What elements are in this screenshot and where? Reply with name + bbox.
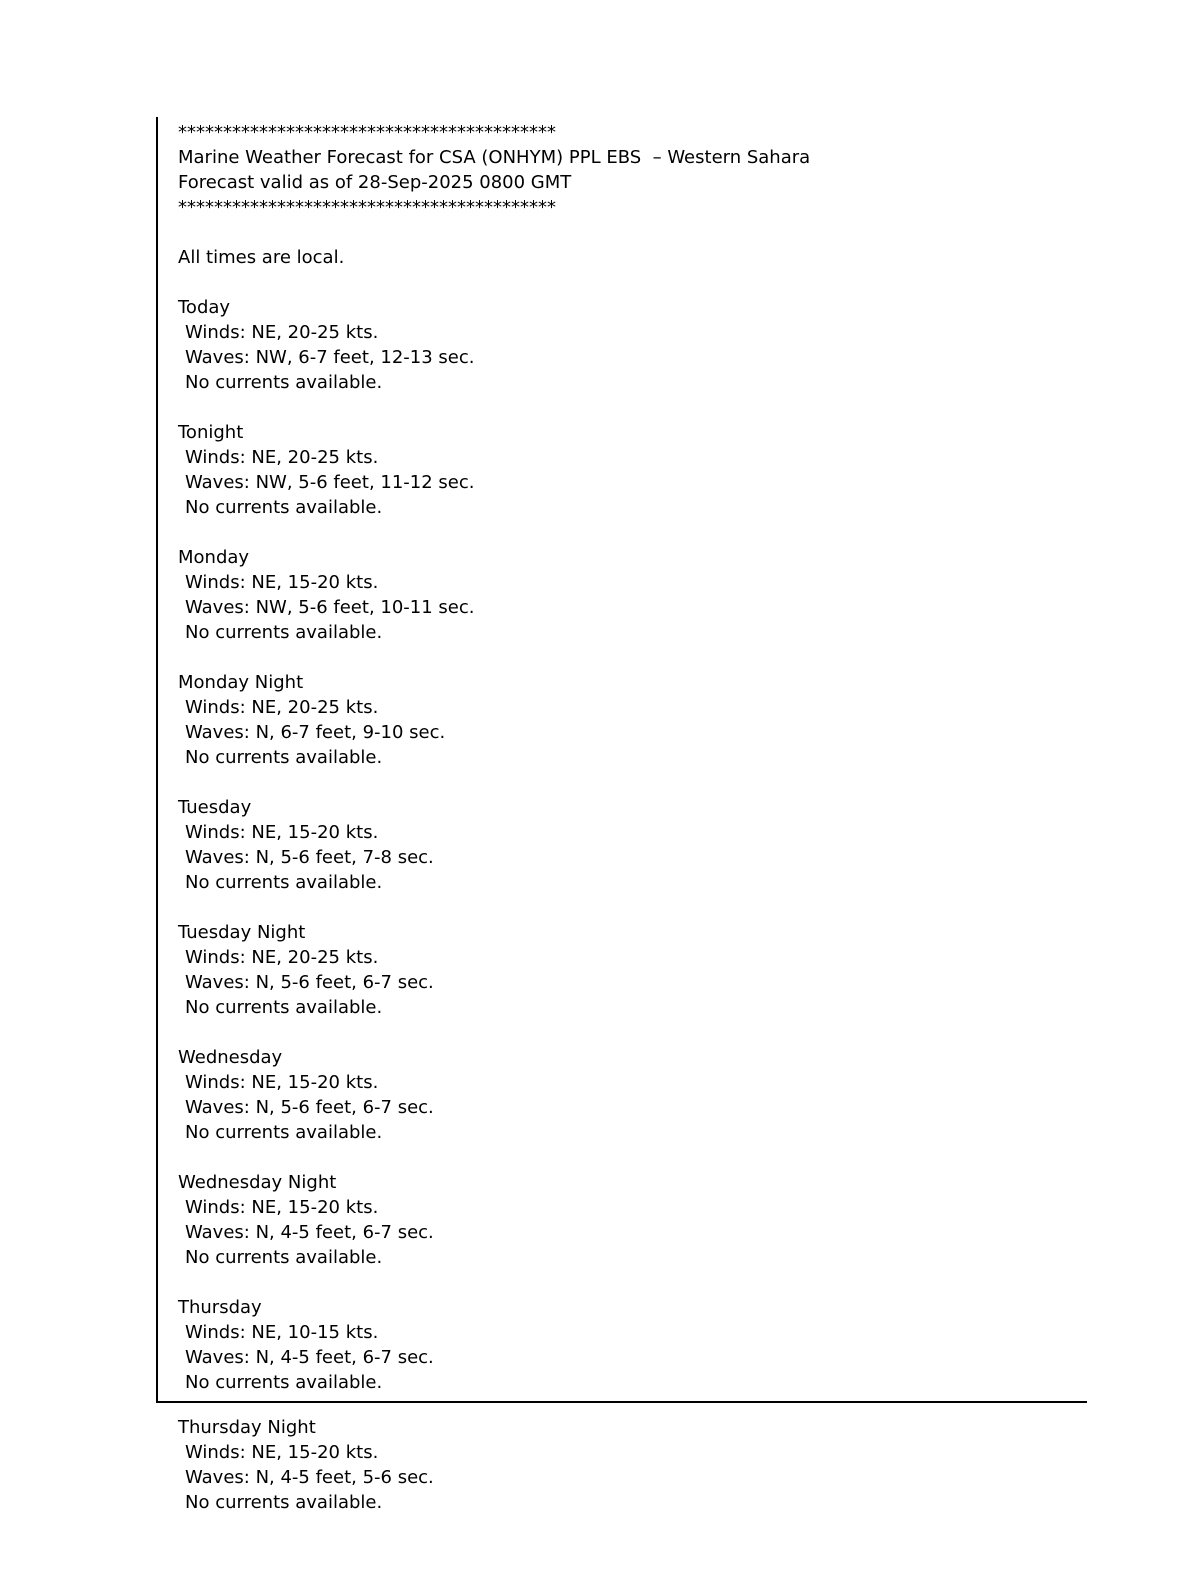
- period-waves-line: Waves: N, 5-6 feet, 6-7 sec.: [185, 1097, 434, 1118]
- forecast-frame: [156, 117, 1087, 1515]
- forecast-section: [178, 1295, 1087, 1395]
- period-currents-line: No currents available.: [185, 1247, 383, 1268]
- forecast-valid-date: Forecast valid as of 28-Sep-2025 0800 GMT: [178, 172, 572, 193]
- forecast-section: [178, 1415, 1087, 1515]
- period-currents-line: No currents available.: [185, 372, 383, 393]
- period-winds-line: Winds: NE, 15-20 kts.: [185, 572, 379, 593]
- stars-divider-top: ******************************************: [178, 122, 556, 143]
- period-winds-line: Winds: NE, 20-25 kts.: [185, 322, 379, 343]
- period-winds-line: Winds: NE, 10-15 kts.: [185, 1322, 379, 1343]
- forecast-section: [178, 545, 1087, 645]
- forecast-title: Marine Weather Forecast for CSA (ONHYM) PPL EBS – Western Sahara: [178, 147, 811, 168]
- period-name: Monday: [178, 547, 250, 568]
- period-currents-line: No currents available.: [185, 1122, 383, 1143]
- period-winds-line: Winds: NE, 15-20 kts.: [185, 1442, 379, 1463]
- period-currents-line: No currents available.: [185, 747, 383, 768]
- period-waves-line: Waves: N, 4-5 feet, 6-7 sec.: [185, 1347, 434, 1368]
- period-waves-line: Waves: NW, 5-6 feet, 11-12 sec.: [185, 472, 475, 493]
- period-waves-line: Waves: NW, 5-6 feet, 10-11 sec.: [185, 597, 475, 618]
- in-box-sections: [178, 295, 1087, 1395]
- forecast-section: [178, 420, 1087, 520]
- period-waves-line: Waves: N, 5-6 feet, 6-7 sec.: [185, 972, 434, 993]
- period-name: Tuesday Night: [178, 922, 306, 943]
- forecast-section: [178, 670, 1087, 770]
- forecast-text-box: [156, 117, 1087, 1403]
- period-currents-line: No currents available.: [185, 1492, 383, 1513]
- period-currents-line: No currents available.: [185, 1372, 383, 1393]
- period-winds-line: Winds: NE, 15-20 kts.: [185, 1072, 379, 1093]
- forecast-section: [178, 295, 1087, 395]
- after-box-sections: [156, 1415, 1087, 1515]
- period-winds-line: Winds: NE, 20-25 kts.: [185, 947, 379, 968]
- forecast-section: [178, 1045, 1087, 1145]
- period-currents-line: No currents available.: [185, 997, 383, 1018]
- period-currents-line: No currents available.: [185, 622, 383, 643]
- times-notice: All times are local.: [178, 247, 345, 268]
- period-name: Wednesday Night: [178, 1172, 337, 1193]
- forecast-section: [178, 795, 1087, 895]
- forecast-section: [178, 920, 1087, 1020]
- period-name: Monday Night: [178, 672, 304, 693]
- period-name: Thursday: [178, 1297, 262, 1318]
- period-name: Tonight: [178, 422, 244, 443]
- period-name: Today: [178, 297, 231, 318]
- period-winds-line: Winds: NE, 15-20 kts.: [185, 822, 379, 843]
- period-waves-line: Waves: NW, 6-7 feet, 12-13 sec.: [185, 347, 475, 368]
- period-currents-line: No currents available.: [185, 872, 383, 893]
- stars-divider-bottom: ******************************************: [178, 197, 556, 218]
- forecast-header: [178, 120, 1087, 220]
- period-name: Tuesday: [178, 797, 252, 818]
- forecast-section: [178, 1170, 1087, 1270]
- period-currents-line: No currents available.: [185, 497, 383, 518]
- period-winds-line: Winds: NE, 20-25 kts.: [185, 447, 379, 468]
- period-winds-line: Winds: NE, 20-25 kts.: [185, 697, 379, 718]
- period-waves-line: Waves: N, 5-6 feet, 7-8 sec.: [185, 847, 434, 868]
- period-name: Thursday Night: [178, 1417, 316, 1438]
- period-name: Wednesday: [178, 1047, 283, 1068]
- period-waves-line: Waves: N, 6-7 feet, 9-10 sec.: [185, 722, 446, 743]
- period-winds-line: Winds: NE, 15-20 kts.: [185, 1197, 379, 1218]
- period-waves-line: Waves: N, 4-5 feet, 6-7 sec.: [185, 1222, 434, 1243]
- period-waves-line: Waves: N, 4-5 feet, 5-6 sec.: [185, 1467, 434, 1488]
